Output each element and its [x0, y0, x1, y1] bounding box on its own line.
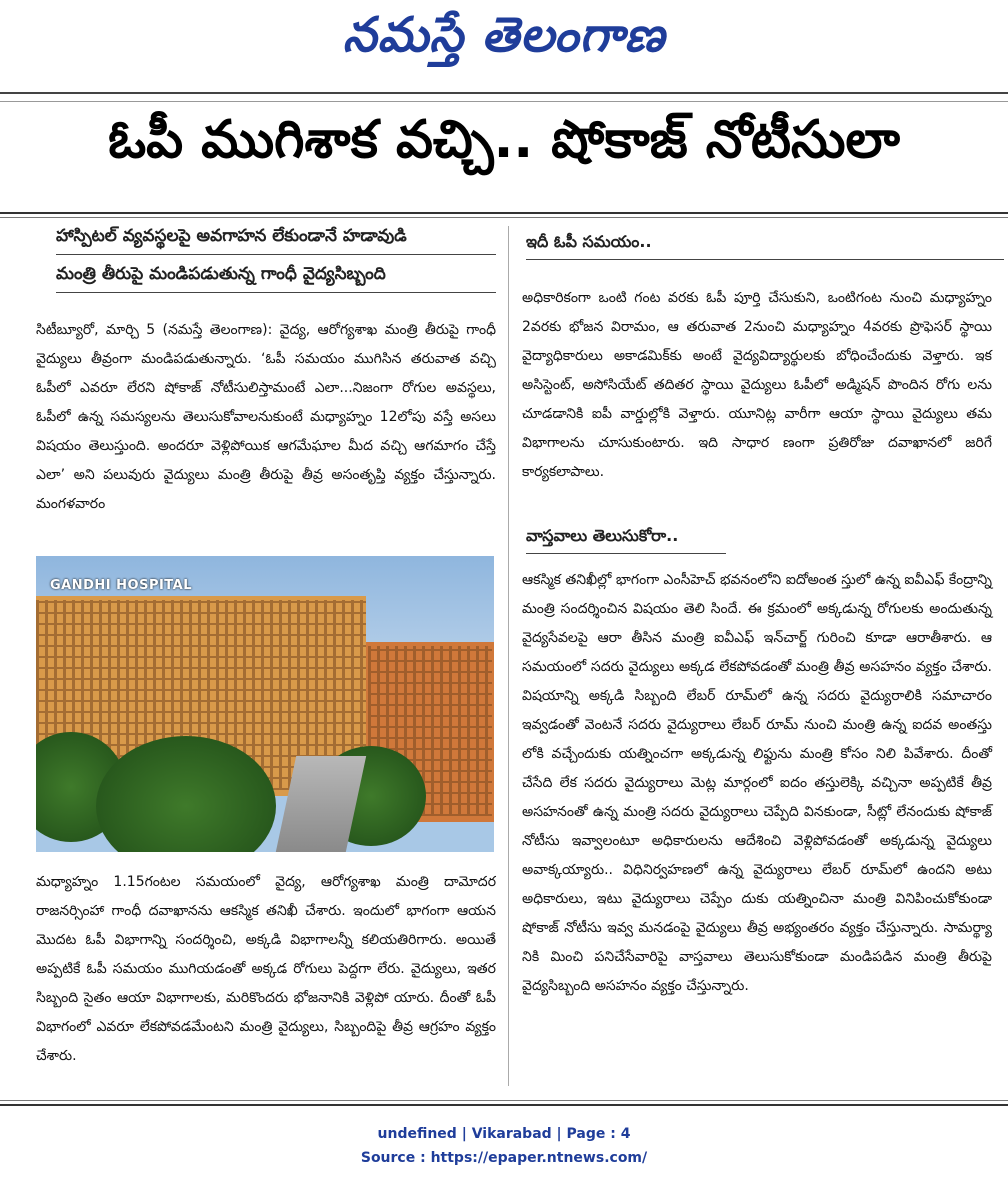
footer-edition: undefined | Vikarabad | Page : 4	[377, 1126, 631, 1142]
paragraph: మధ్యాహ్నం 1.15గంటల సమయంలో వైద్య, ఆరోగ్యశాఖ మంత్రి దామోదర రాజనర్సింహా గాంధీ దవాఖానను ఆకస్మిక తనిఖీ చేశారు. ఇందులో భాగంగా ఆయన మొదట ఓపీ విభాగాన్ని సందర్శించి, అక్కడి విభాగాలన్నీ కలియతిరిగారు. అయితే అప్పటికే ఓపీ సమయం ముగియడంతో అక్కడ రోగులు పెద్దగా లేరు. వైద్యులు, ఇతర సిబ్బంది సైతం ఆయా విభాగాలకు, మరికొందరు భోజనానికి వెళ్లిపో యారు. దీంతో ఓపీ విభాగంలో ఎవరూ లేకపోవడమేంటని మంత్రి వైద్యులు, సిబ్బందిపై తీవ్ర ఆగ్రహం వ్యక్తం చేశారు.	[36, 874, 496, 1064]
subheading-2: మంత్రి తీరుపై మండిపడుతున్న గాంధీ వైద్యసిబ్బంది	[56, 264, 496, 293]
right-column-section-2	[522, 566, 992, 1001]
masthead-divider	[0, 92, 1008, 102]
paragraph: ఆకస్మిక తనిఖీల్లో భాగంగా ఎంసీహెచ్ భవనంలోని ఐదోఅంత స్తులో ఉన్న ఐవీఎఫ్ కేంద్రాన్ని మంత్రి సందర్శించిన విషయం తెలి సిందే. ఈ క్రమంలో అక్కడున్న రోగులకు అందుతున్న వైద్యసేవలపై ఆరా తీసిన మంత్రి ఐవీఎఫ్ ఇన్‌చార్జ్ గురించి కూడా ఆరాతీశారు. ఆ సమయంలో సదరు వైద్యులు అక్కడ లేకపోవడంతో మంత్రి తీవ్ర అసహనం వ్యక్తం చేశారు. విషయాన్ని అక్కడి సిబ్బంది లేబర్ రూమ్‌లో ఉన్న సదరు వైద్యురాలికి సమాచారం ఇవ్వడంతో వెంటనే సదరు వైద్యురాలు లేబర్ రూమ్ నుంచి మంత్రి ఉన్న ఐదవ అంతస్తు లోకి వచ్చేందుకు యత్నించగా అక్కడున్న లిఫ్టును మంత్రి కోసం నిలి పివేశారు. దీంతో చేసేది లేక సదరు వైద్యురాలు మెట్ల మార్గంలో ఐదం తస్తులెక్కి వచ్చినా అప్పటికే తీవ్ర అసహనంతో ఉన్న మంత్రి సదరు వైద్యురాలు చెప్పేది వినకుండా, సీట్లో లేనందుకు షోకాజ్ నోటీసు ఇవ్వాలంటూ అధికారులను ఆదేశించి వెళ్లిపోవడంతో అక్కడున్న వైద్యులు అవాక్కయ్యారు.. విధినిర్వహణలో ఉన్న వైద్యురాలు లేబర్ రూమ్‌లో ఉందని అటు అధికారులు, ఇటు వైద్యురాలు చెప్పేం దుకు యత్నించినా మంత్రి వినిపించుకోకుండా షోకాజ్ నోటీసు ఇవ్వ మనడంపై వైద్యులు తీవ్ర అభ్యంతరం వ్యక్తం చేస్తున్నారు. సామర్థ్యా నికి మించి పనిచేసేవారిపై వాస్తవాలు తెలుసుకోకుండా మండిపడిన మంత్రి తీరుపై వైద్యసిబ్బంది అసహనం వ్యక్తం చేస్తున్నారు.	[522, 572, 992, 994]
paragraph: సిటీబ్యూరో, మార్చి 5 (నమస్తే తెలంగాణ): వైద్య, ఆరోగ్యశాఖ మంత్రి తీరుపై గాంధీ వైద్యులు తీవ్రంగా మండిపడుతున్నారు. ‘ఓపీ సమయం ముగిసిన తరువాత వచ్చి ఓపీలో ఎవరూ లేరని షోకాజ్ నోటీసులిస్తామంటే ఎలా...నిజంగా రోగుల అవస్థలు, ఓపీలో ఉన్న సమస్యలను తెలుసుకోవాలనుకుంటే మధ్యాహ్నం 12లోపు వస్తే అసలు విషయం తెలుస్తుంది. అందరూ వెళ్లిపోయిక ఆగమేఘాల మీద వచ్చి ఆగమాగం చేస్తే ఎలా’ అని పలువురు వైద్యులు మంత్రి తీరుపై తీవ్ర అసంతృప్తి వ్యక్తం చేస్తున్నారు. మంగళవారం	[36, 322, 496, 512]
column-divider	[508, 226, 509, 1086]
article-headline: ఓపీ ముగిశాక వచ్చి.. షోకాజ్ నోటీసులా	[108, 110, 900, 170]
masthead	[0, 0, 1008, 82]
hospital-photo	[36, 556, 494, 852]
right-column-section-1	[522, 284, 992, 487]
left-column-bottom	[36, 868, 496, 1071]
hospital-sign: GANDHI HOSPITAL	[50, 578, 193, 593]
left-column-top	[36, 316, 496, 519]
footer-divider	[0, 1100, 1008, 1106]
subheading-3: ఇదీ ఓపీ సమయం..	[526, 232, 1004, 260]
footer-source: Source : https://epaper.ntnews.com/	[360, 1150, 648, 1166]
headline-divider	[0, 212, 1008, 218]
newspaper-logo: నమస్తే తెలంగాణ	[342, 7, 666, 63]
subheading-4: వాస్తవాలు తెలుసుకోరా..	[526, 526, 726, 554]
paragraph: అధికారికంగా ఒంటి గంట వరకు ఓపీ పూర్తి చేసుకుని, ఒంటిగంట నుంచి మధ్యాహ్నం 2వరకు భోజన విరామం, ఆ తరువాత 2నుంచి మధ్యాహ్నం 4వరకు ప్రొఫెసర్ స్థాయి వైద్యాధికారులు అకాడమిక్‌కు అంటే వైద్యవిద్యార్థులకు బోధించేందుకు వెళ్తారు. ఇక అసిస్టెంట్, అసోసియేట్ తదితర స్థాయి వైద్యులు ఓపీలో అడ్మిషన్ పొందిన రోగు లను చూడడానికి ఐపీ వార్డుల్లోకి వెళ్తారు. యూనిట్ల వారీగా ఆయా స్థాయి వైద్యులు తమ విభాగాలను చూసుకుంటారు. ఇది సాధార ణంగా ప్రతిరోజు దవాఖానలో జరిగే కార్యకలాపాలు.	[522, 290, 992, 480]
subheading-1: హాస్పిటల్ వ్యవస్థలపై అవగాహన లేకుండానే హడావుడి	[56, 226, 496, 255]
